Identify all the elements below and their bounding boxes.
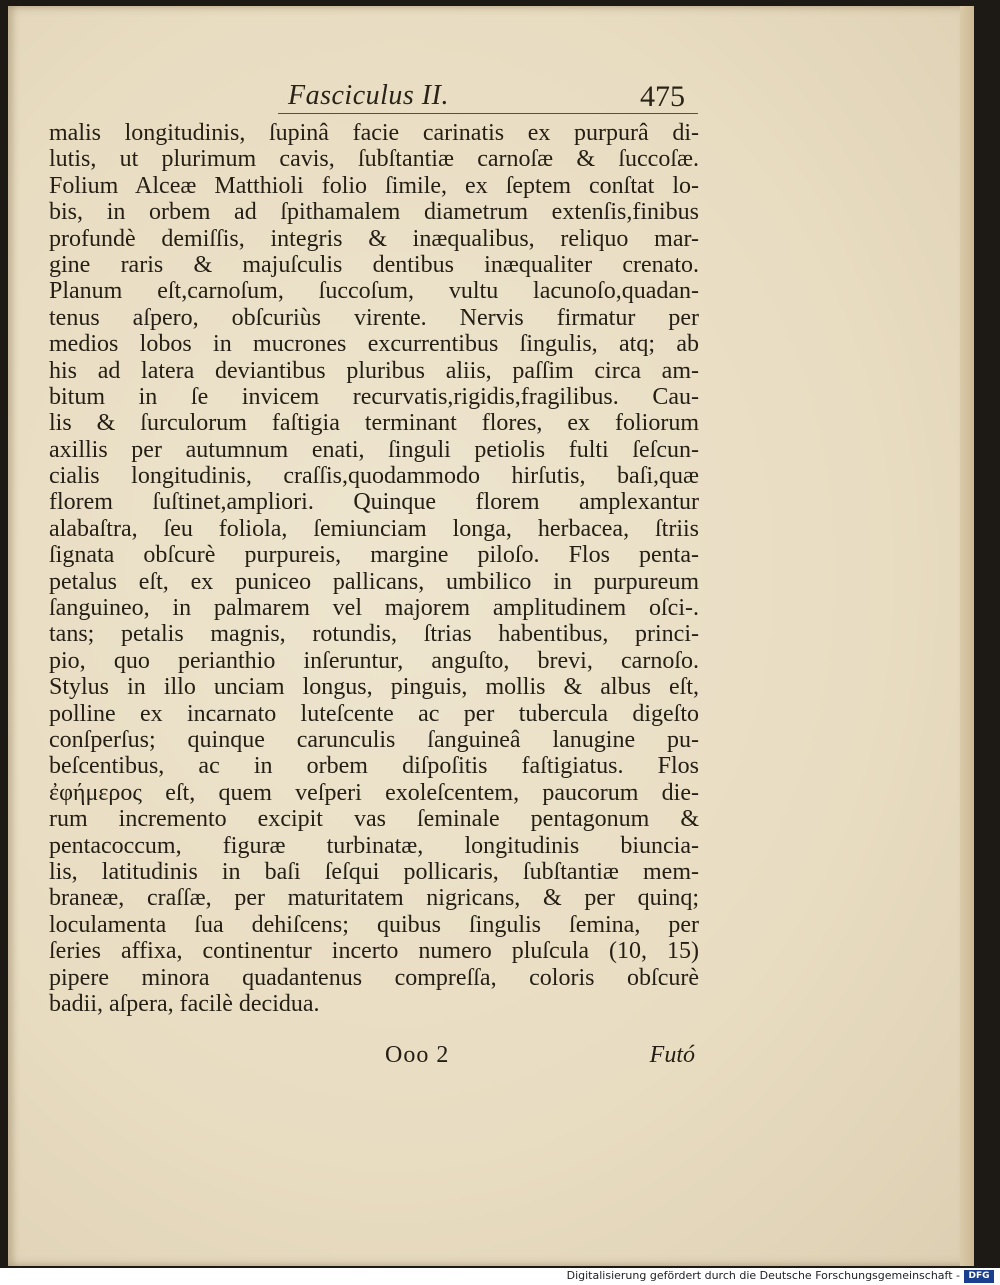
credit-bar — [0, 1268, 1000, 1285]
text-line: axillis per autumnum enati, ſinguli petiolis fulti ſeſcun- — [49, 436, 699, 463]
running-title: Fasciculus II. — [288, 80, 449, 111]
page-header — [48, 80, 708, 120]
text-line: pipere minora quadantenus compreſſa, coloris obſcurè — [49, 964, 699, 991]
text-line: Folium Alceæ Matthioli folio ſimile, ex ſeptem conſtat lo- — [49, 172, 699, 199]
text-line: badii, aſpera, facilè decidua. — [49, 990, 320, 1017]
text-line: alabaſtra, ſeu foliola, ſemiunciam longa, herbacea, ſtriis — [49, 515, 699, 542]
header-rule — [278, 113, 698, 114]
text-line: malis longitudinis, ſupinâ facie carinatis ex purpurâ di- — [49, 120, 699, 146]
text-line: bitum in ſe invicem recurvatis,rigidis,fragilibus. Cau- — [49, 383, 699, 410]
page-number: 475 — [640, 80, 685, 113]
text-line: florem ſuſtinet,ampliori. Quinque florem amplexantur — [49, 489, 699, 516]
text-line: loculamenta ſua dehiſcens; quibus ſingulis ſemina, per — [49, 911, 699, 938]
text-line: polline ex incarnato luteſcente ac per tubercula digeſto — [49, 700, 699, 727]
text-line: braneæ, craſſæ, per maturitatem nigricans, & per quinq; — [49, 885, 699, 912]
catchword: Futó — [649, 1042, 695, 1068]
text-line: tans; petalis magnis, rotundis, ſtrias habentibus, princi- — [49, 621, 699, 648]
body-text — [49, 120, 699, 1017]
text-line: petalus eſt, ex puniceo pallicans, umbilico in purpureum — [49, 568, 699, 595]
text-line: pentacoccum, figuræ turbinatæ, longitudinis biuncia- — [49, 832, 699, 859]
text-line: gine raris & majuſculis dentibus inæqualiter crenato. — [49, 251, 699, 278]
funding-credit: Digitalisierung gefördert durch die Deutsche Forschungsgemeinschaft - — [566, 1269, 960, 1282]
text-line: medios lobos in mucrones excurrentibus ſingulis, atq; ab — [49, 331, 699, 358]
text-line: profundè demiſſis, integris & inæqualibus, reliquo mar- — [49, 225, 699, 252]
page-footer — [49, 1042, 699, 1078]
text-line: ſignata obſcurè purpureis, margine piloſo. Flos penta- — [49, 542, 699, 569]
text-line: ἐφήμερος eſt, quem veſperi exoleſcentem, paucorum die- — [49, 779, 699, 806]
text-line: rum incremento excipit vas ſeminale pentagonum & — [49, 806, 699, 833]
text-line: tenus aſpero, obſcuriùs virente. Nervis firmatur per — [49, 304, 699, 331]
text-line: lis, latitudinis in baſi ſeſqui pollicaris, ſubſtantiæ mem- — [49, 858, 699, 885]
page-edge — [960, 6, 974, 1266]
text-line: Planum eſt,carnoſum, ſuccoſum, vultu lacunoſo,quadan- — [49, 278, 699, 305]
text-line: ſanguineo, in palmarem vel majorem amplitudinem oſci-. — [49, 595, 699, 622]
dfg-logo: DFG — [964, 1270, 994, 1283]
text-line: lis & ſurculorum faſtigia terminant flores, ex foliorum — [49, 410, 699, 437]
text-line: conſperſus; quinque carunculis ſanguineâ lanugine pu- — [49, 726, 699, 753]
text-line: cialis longitudinis, craſſis,quodammodo hirſutis, baſi,quæ — [49, 463, 699, 490]
text-line: Stylus in illo unciam longus, pinguis, mollis & albus eſt, — [49, 674, 699, 701]
text-line: lutis, ut plurimum cavis, ſubſtantiæ carnoſæ & ſuccoſæ. — [49, 146, 699, 173]
text-line: his ad latera deviantibus pluribus aliis, paſſim circa am- — [49, 357, 699, 384]
book-page — [8, 6, 974, 1266]
text-line: pio, quo perianthio inſeruntur, anguſto, brevi, carnoſo. — [49, 647, 699, 674]
signature-mark: Ooo 2 — [385, 1042, 450, 1068]
text-line: bis, in orbem ad ſpithamalem diametrum extenſis,finibus — [49, 199, 699, 226]
text-line: beſcentibus, ac in orbem diſpoſitis faſtigiatus. Flos — [49, 753, 699, 780]
text-line: ſeries affixa, continentur incerto numero pluſcula (10, 15) — [49, 938, 699, 965]
